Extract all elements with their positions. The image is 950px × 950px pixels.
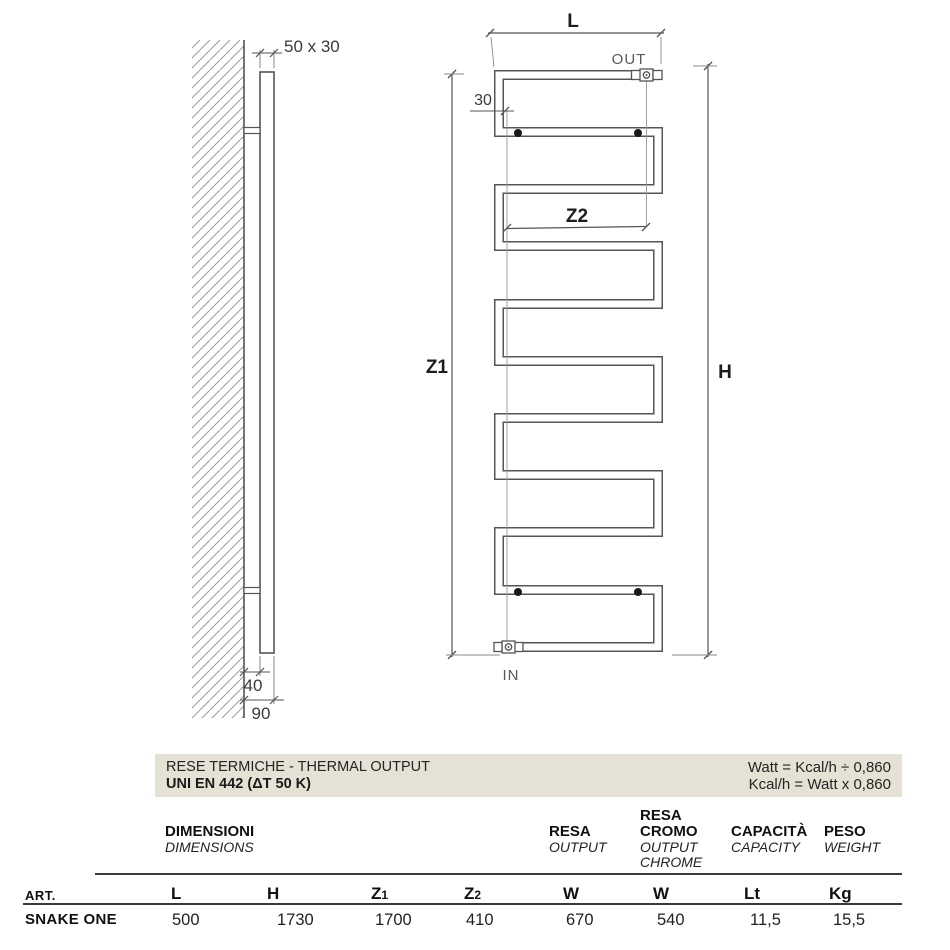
group-sublabel: DIMENSIONS: [165, 839, 254, 855]
dim-label-L: L: [567, 11, 579, 32]
dim-label-wall-offset: 40: [243, 676, 263, 695]
dim-H: [672, 62, 732, 659]
out-label: OUT: [611, 51, 647, 68]
cell-w-output: 670: [566, 911, 594, 929]
col-header-lt: Lt: [744, 884, 761, 903]
dim-label-30: 30: [474, 92, 492, 109]
col-header-kg: Kg: [829, 884, 852, 903]
side-view: [192, 37, 340, 723]
dim-label-tube-section: 50 x 30: [284, 37, 340, 56]
thermal-output-band: [155, 754, 902, 797]
thermal-formulas: [748, 759, 891, 797]
formula-kcal: Kcal/h = Watt x 0,860: [748, 776, 891, 793]
radiator-side-profile: [260, 72, 274, 653]
group-sublabel: CAPACITY: [731, 839, 800, 855]
table-rule-mid: [23, 903, 902, 905]
col-header-art: ART.: [25, 888, 56, 903]
in-label: IN: [502, 667, 520, 684]
col-header-z2: Z2: [464, 884, 482, 903]
dim-label-Z2: Z2: [565, 206, 589, 227]
cell-kg: 15,5: [833, 911, 866, 929]
group-label: CAPACITÀ: [731, 823, 808, 840]
front-view: [426, 11, 732, 684]
group-sublabel: OUTPUT CHROME: [640, 839, 703, 870]
group-label: DIMENSIONI: [165, 823, 255, 840]
group-peso: [824, 824, 880, 855]
cell-w-chrome: 540: [657, 911, 685, 929]
thermal-title: RESE TERMICHE - THERMAL OUTPUT: [166, 759, 430, 775]
dim-label-Z1: Z1: [425, 357, 448, 378]
table-rule-top: [95, 873, 902, 875]
group-resa: [549, 824, 607, 855]
dim-label-H: H: [718, 362, 732, 383]
group-label: RESA: [549, 823, 591, 840]
wall-bracket-top: [244, 128, 260, 134]
group-label: RESA CROMO: [640, 807, 698, 840]
cell-z1: 1700: [375, 911, 412, 929]
out-valve: [632, 69, 663, 81]
group-dimensioni: [165, 824, 254, 855]
cell-lt: 11,5: [750, 911, 781, 929]
group-resa-cromo: [640, 808, 714, 870]
col-header-l: L: [171, 884, 182, 903]
group-sublabel: OUTPUT: [549, 839, 607, 855]
col-header-z1: Z1: [371, 884, 389, 903]
in-valve: [494, 641, 523, 653]
thermal-titles: [166, 759, 430, 797]
cell-l: 500: [172, 911, 200, 929]
dim-label-total-depth: 90: [251, 704, 271, 723]
cell-z2: 410: [466, 911, 494, 929]
row-name: SNAKE ONE: [25, 911, 117, 928]
cell-h: 1730: [277, 911, 314, 929]
wall-bracket-bottom: [244, 588, 260, 594]
col-header-w-chrome: W: [653, 884, 670, 903]
thermal-norm: UNI EN 442 (ΔT 50 K): [166, 776, 311, 792]
group-sublabel: WEIGHT: [824, 839, 880, 855]
snake-tube-core: [499, 75, 658, 647]
group-capacita: [731, 824, 807, 855]
col-header-w-output: W: [563, 884, 580, 903]
dim-Z2: [503, 206, 650, 232]
formula-watt: Watt = Kcal/h ÷ 0,860: [747, 759, 891, 776]
group-label: PESO: [824, 823, 866, 840]
dim-Z1: [426, 70, 500, 659]
col-header-h: H: [267, 884, 280, 903]
wall-hatching: [192, 40, 244, 718]
